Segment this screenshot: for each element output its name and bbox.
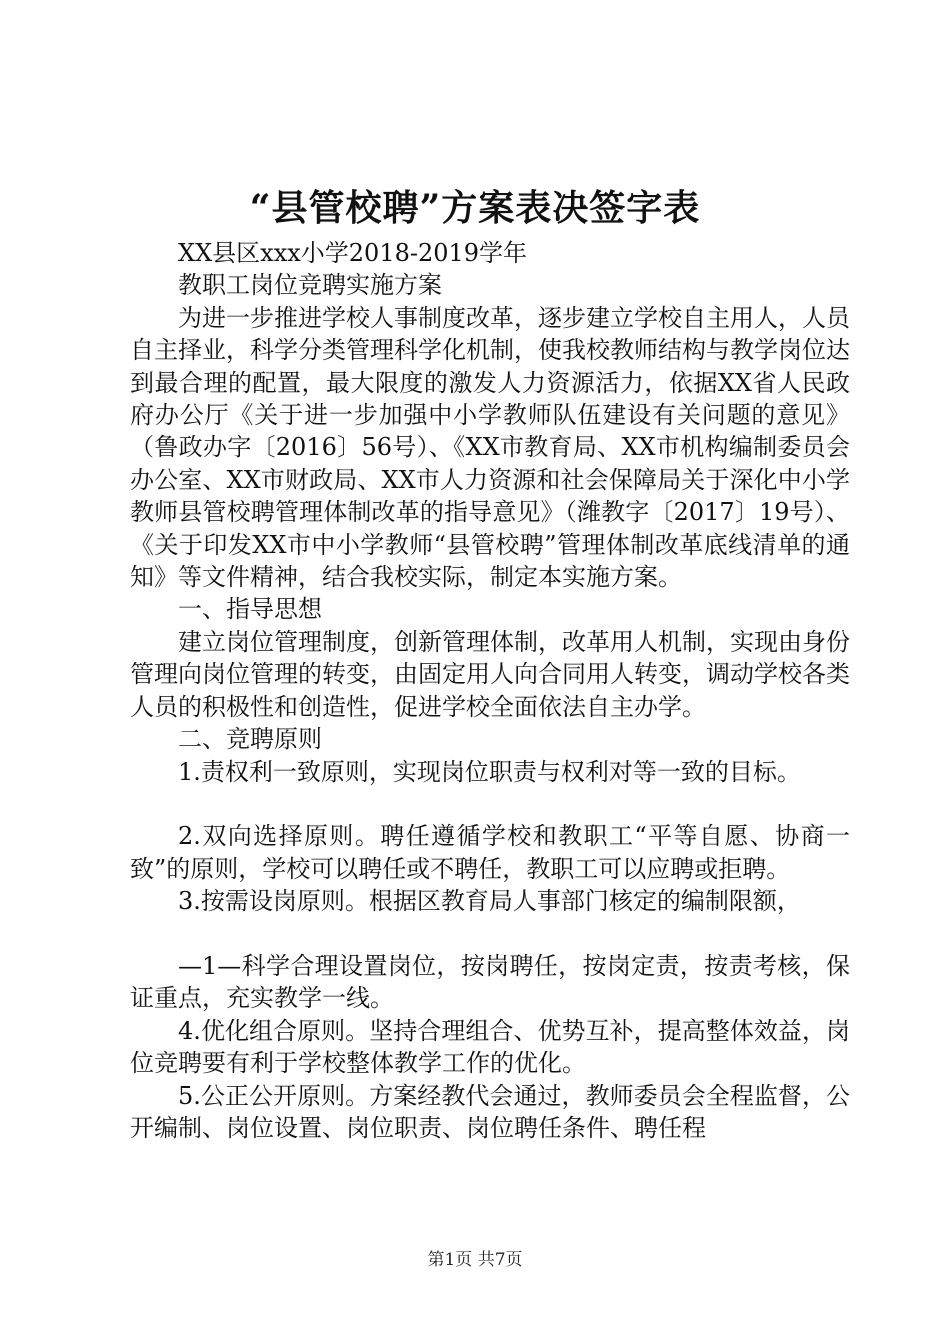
header-line-1: XX县区xxx小学2018-2019学年 xyxy=(178,239,528,267)
document-body xyxy=(130,237,850,1144)
intro-paragraph: 为进一步推进学校人事制度改革，逐步建立学校自主用人，人员自主择业，科学分类管理科学化机制，使我校教师结构与教学岗位达到最合理的配置，最大限度的激发人力资源活力，依据XX省人民政府办公厅《关于进一步加强中小学教师队伍建设有关问题的意见》（鲁政办字〔2016〕56号）、《XX市教育局、XX市机构编制委员会办公室、XX市财政局、XX市人力资源和社会保障局关于深化中小学教师县管校聘管理体制改革的指导意见》（潍教字〔2017〕19号）、《关于印发XX市中小学教师“县管校聘”管理体制改革底线清单的通知》等文件精神，结合我校实际，制定本实施方案。 xyxy=(130,303,850,592)
principle-5: 5.公正公开原则。方案经教代会通过，教师委员会全程监督，公开编制、岗位设置、岗位职责、岗位聘任条件、聘任程 xyxy=(130,1081,850,1142)
header-line-2: 教职工岗位竞聘实施方案 xyxy=(178,271,442,300)
section-heading-principles: 二、竞聘原则 xyxy=(178,725,322,754)
principle-4: 4.优化组合原则。坚持合理组合、优势互补，提高整体效益，岗位竞聘要有利于学校整体教学工作的优化。 xyxy=(130,1016,850,1078)
principle-3-continued: —1—科学合理设置岗位，按岗聘任，按岗定责，按责考核，保证重点，充实教学一线。 xyxy=(130,951,850,1013)
document-title: “县管校聘”方案表决签字表 xyxy=(249,187,701,229)
section-heading-guiding-ideology: 一、指导思想 xyxy=(178,595,322,624)
page-footer: 第1页 共7页 xyxy=(427,1250,523,1270)
principle-2: 2.双向选择原则。聘任遵循学校和教职工“平等自愿、协商一致”的原则，学校可以聘任或不聘任，教职工可以应聘或拒聘。 xyxy=(130,822,850,883)
principle-1: 1.责权利一致原则，实现岗位职责与权利对等一致的目标。 xyxy=(178,757,801,786)
principle-3: 3.按需设岗原则。根据区教育局人事部门核定的编制限额， xyxy=(178,887,801,916)
section-text-guiding-ideology: 建立岗位管理制度，创新管理体制，改革用人机制，实现由身份管理向岗位管理的转变，由固定用人向合同用人转变，调动学校各类人员的积极性和创造性，促进学校全面依法自主办学。 xyxy=(130,627,850,721)
